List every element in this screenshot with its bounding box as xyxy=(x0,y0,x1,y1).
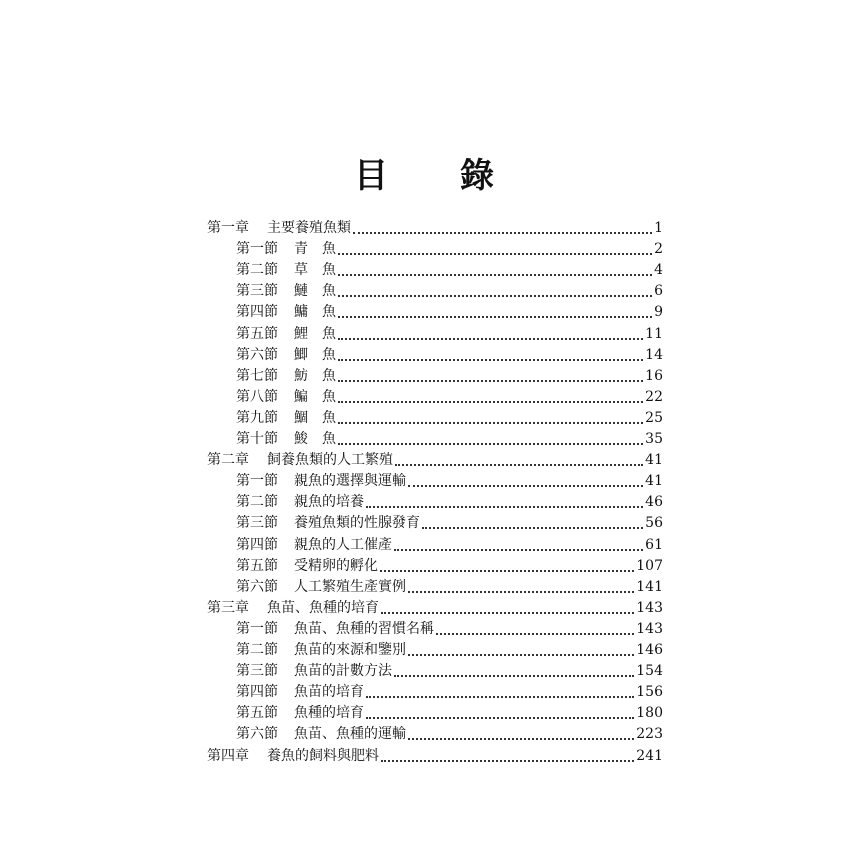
toc-section-row xyxy=(236,429,663,449)
section-label: 第六節 xyxy=(236,346,278,363)
leader-dots xyxy=(381,748,634,762)
toc-section-row xyxy=(236,640,663,660)
toc-section-row xyxy=(236,366,663,386)
section-title: 鯝 魚 xyxy=(294,409,336,426)
chapter-label: 第一章 xyxy=(207,220,249,236)
section-label: 第二節 xyxy=(236,642,278,658)
section-title: 親魚的培養 xyxy=(294,494,364,511)
section-title: 魚苗的培育 xyxy=(294,684,364,701)
leader-dots xyxy=(353,220,652,234)
section-title: 青 魚 xyxy=(294,241,336,258)
page-number: 46 xyxy=(645,494,663,511)
page-number: 16 xyxy=(645,367,663,384)
leader-dots xyxy=(338,241,652,255)
leader-dots xyxy=(395,452,643,466)
toc-section-row xyxy=(236,324,663,344)
toc-section-row xyxy=(236,682,663,702)
title-char-1: 目 xyxy=(354,156,390,196)
leader-dots xyxy=(436,621,634,635)
section-label: 第四節 xyxy=(236,536,278,553)
section-label: 第五節 xyxy=(236,557,278,574)
page-number: 41 xyxy=(645,452,663,469)
page-number: 107 xyxy=(636,557,663,574)
section-label: 第七節 xyxy=(236,367,278,384)
toc-section-row xyxy=(236,239,663,259)
section-label: 第五節 xyxy=(236,325,278,342)
toc-section-row xyxy=(236,724,663,744)
toc-section-row xyxy=(236,556,663,576)
leader-dots xyxy=(366,684,634,698)
leader-dots xyxy=(394,537,643,551)
section-title: 親魚的人工催產 xyxy=(294,536,392,553)
section-label: 第一節 xyxy=(236,241,278,258)
section-title: 鮻 魚 xyxy=(294,431,336,447)
toc-section-row xyxy=(236,513,663,533)
section-label: 第一節 xyxy=(236,473,278,490)
chapter-title: 養魚的飼料與肥料 xyxy=(267,747,379,764)
title-char-2: 錄 xyxy=(460,156,496,196)
page-number: 41 xyxy=(645,473,663,490)
page-number: 35 xyxy=(645,431,663,447)
leader-dots xyxy=(366,705,634,719)
toc-chapter-row xyxy=(207,746,663,766)
section-label: 第六節 xyxy=(236,726,278,743)
page-number: 61 xyxy=(645,536,663,553)
page-number: 25 xyxy=(645,409,663,426)
section-title: 養殖魚類的性腺發育 xyxy=(294,515,420,532)
section-title: 受精卵的孵化 xyxy=(294,557,378,574)
section-title: 魴 魚 xyxy=(294,367,336,384)
section-label: 第六節 xyxy=(236,578,278,595)
section-label: 第四節 xyxy=(236,684,278,701)
leader-dots xyxy=(408,579,634,593)
section-title: 魚苗的來源和鑒別 xyxy=(294,642,406,658)
toc-section-row xyxy=(236,302,663,322)
leader-dots xyxy=(422,515,643,529)
leader-dots xyxy=(338,283,652,297)
leader-dots xyxy=(338,431,643,445)
section-title: 親魚的選擇與運輸 xyxy=(294,473,406,490)
section-title: 人工繁殖生產實例 xyxy=(294,578,406,595)
toc-section-row xyxy=(236,661,663,681)
toc-section-row xyxy=(236,408,663,428)
toc-chapter-row xyxy=(207,218,663,238)
chapter-title: 飼養魚類的人工繁殖 xyxy=(267,452,393,469)
page-number: 156 xyxy=(636,684,663,701)
section-label: 第十節 xyxy=(236,431,278,447)
section-title: 鰱 魚 xyxy=(294,283,336,300)
chapter-title: 主要養殖魚類 xyxy=(267,220,351,236)
section-label: 第三節 xyxy=(236,283,278,300)
toc-chapter-row xyxy=(207,450,663,470)
leader-dots xyxy=(408,726,634,740)
leader-dots xyxy=(381,600,634,614)
toc-section-row xyxy=(236,281,663,301)
chapter-label: 第二章 xyxy=(207,452,249,469)
leader-dots xyxy=(338,368,643,382)
toc-section-row xyxy=(236,492,663,512)
section-label: 第三節 xyxy=(236,515,278,532)
page-number: 6 xyxy=(654,283,663,300)
page-number: 2 xyxy=(654,241,663,258)
section-title: 草 魚 xyxy=(294,262,336,279)
toc-section-row xyxy=(236,619,663,639)
page-number: 146 xyxy=(636,642,663,658)
leader-dots xyxy=(338,410,643,424)
leader-dots xyxy=(408,642,634,656)
page-number: 22 xyxy=(645,388,663,405)
section-label: 第一節 xyxy=(236,620,278,637)
page-number: 1 xyxy=(654,220,663,236)
page-number: 141 xyxy=(636,578,663,595)
leader-dots xyxy=(338,326,643,340)
page-number: 180 xyxy=(636,705,663,722)
page-title xyxy=(0,148,850,197)
section-label: 第二節 xyxy=(236,262,278,279)
leader-dots xyxy=(338,304,652,318)
section-label: 第三節 xyxy=(236,663,278,680)
toc-section-row xyxy=(236,577,663,597)
toc-section-row xyxy=(236,703,663,723)
page-number: 9 xyxy=(654,304,663,321)
section-label: 第九節 xyxy=(236,409,278,426)
section-title: 魚苗、魚種的運輸 xyxy=(294,726,406,743)
page-number: 241 xyxy=(636,747,663,764)
page-number: 223 xyxy=(636,726,663,743)
page-number: 154 xyxy=(636,663,663,680)
toc-section-row xyxy=(236,535,663,555)
page-number: 14 xyxy=(645,346,663,363)
section-label: 第八節 xyxy=(236,388,278,405)
leader-dots xyxy=(338,262,652,276)
chapter-label: 第四章 xyxy=(207,747,249,764)
toc-section-row xyxy=(236,345,663,365)
leader-dots xyxy=(338,389,643,403)
section-label: 第四節 xyxy=(236,304,278,321)
page-number: 4 xyxy=(654,262,663,279)
section-title: 魚種的培育 xyxy=(294,705,364,722)
section-title: 鯿 魚 xyxy=(294,388,336,405)
toc-section-row xyxy=(236,471,663,491)
leader-dots xyxy=(394,663,634,677)
toc-chapter-row xyxy=(207,598,663,618)
leader-dots xyxy=(366,494,643,508)
section-label: 第二節 xyxy=(236,494,278,511)
toc-section-row xyxy=(236,387,663,407)
chapter-title: 魚苗、魚種的培育 xyxy=(267,599,379,616)
page-number: 56 xyxy=(645,515,663,532)
leader-dots xyxy=(380,558,634,572)
section-title: 鯉 魚 xyxy=(294,325,336,342)
section-title: 鱅 魚 xyxy=(294,304,336,321)
page-number: 11 xyxy=(645,325,663,342)
chapter-label: 第三章 xyxy=(207,599,249,616)
section-title: 魚苗、魚種的習慣名稱 xyxy=(294,620,434,637)
leader-dots xyxy=(408,473,643,487)
section-title: 魚苗的計數方法 xyxy=(294,663,392,680)
page-number: 143 xyxy=(636,599,663,616)
section-title: 鯽 魚 xyxy=(294,346,336,363)
page-number: 143 xyxy=(636,620,663,637)
toc-section-row xyxy=(236,260,663,280)
section-label: 第五節 xyxy=(236,705,278,722)
leader-dots xyxy=(338,347,643,361)
